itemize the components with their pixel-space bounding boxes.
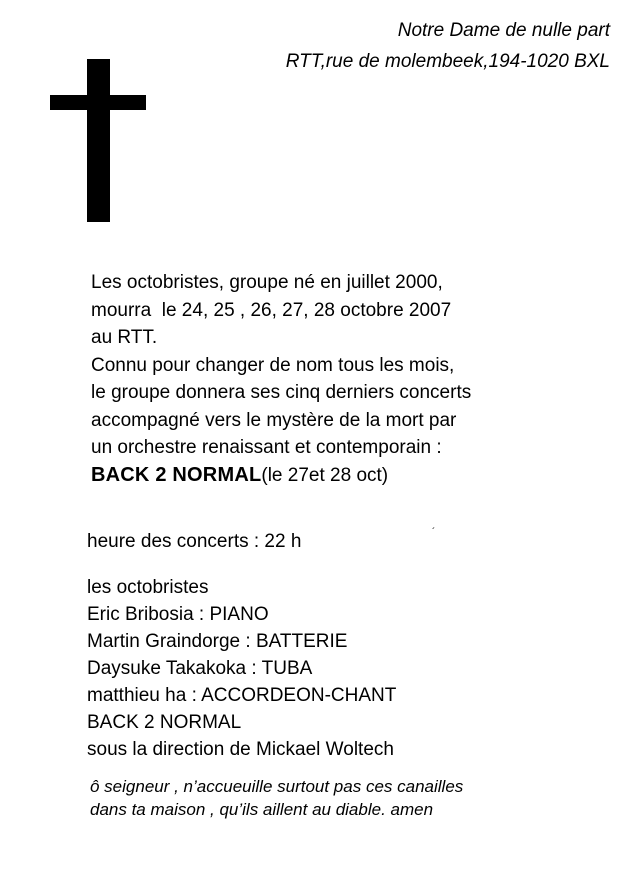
announcement-line: Connu pour changer de nom tous les mois, — [91, 354, 455, 376]
announcement-line: au RTT. — [91, 327, 158, 348]
guest-band-dates: (le 27et 28 oct) — [261, 464, 389, 486]
announcement-line: un orchestre renaissant et contemporain : — [91, 437, 442, 458]
guest-band-name: BACK 2 NORMAL — [91, 463, 262, 486]
announcement-line: le groupe donnera ses cinq derniers concerts — [91, 382, 472, 403]
venue-header — [286, 15, 610, 77]
concert-time: heure des concerts : 22 h — [87, 531, 302, 552]
lineup-member: Martin Graindorge : BATTERIE — [87, 631, 348, 652]
cross-vertical-bar — [87, 59, 110, 222]
closing-prayer — [90, 775, 463, 821]
prayer-line: ô seigneur , n’accueuille surtout pas ces canailles — [90, 777, 464, 796]
venue-address: RTT,rue de molembeek,194-1020 BXL — [285, 51, 610, 72]
announcement-line: mourra le 24, 25 , 26, 27, 28 octobre 2007 — [91, 299, 452, 321]
lineup-guest-band: BACK 2 NORMAL — [87, 712, 242, 733]
announcement-line: accompagné vers le mystère de la mort par — [91, 409, 457, 431]
venue-name: Notre Dame de nulle part — [397, 20, 610, 41]
prayer-line: dans ta maison , qu’ils aillent au diable. amen — [90, 800, 434, 819]
lineup-list — [87, 574, 396, 763]
lineup-band-title: les octobristes — [87, 577, 209, 598]
guest-band-line — [91, 462, 611, 490]
lineup-member: Daysuke Takakoka : TUBA — [87, 658, 313, 679]
lineup-member: matthieu ha : ACCORDEON-CHANT — [87, 685, 397, 706]
announcement-line: Les octobristes, groupe né en juillet 2000, — [91, 272, 443, 293]
stray-tick-mark: ´ — [432, 527, 436, 538]
cross-horizontal-bar — [50, 95, 146, 110]
lineup-member: Eric Bribosia : PIANO — [87, 604, 269, 625]
announcement-paragraph — [91, 269, 611, 489]
lineup-direction: sous la direction de Mickael Woltech — [87, 739, 394, 760]
